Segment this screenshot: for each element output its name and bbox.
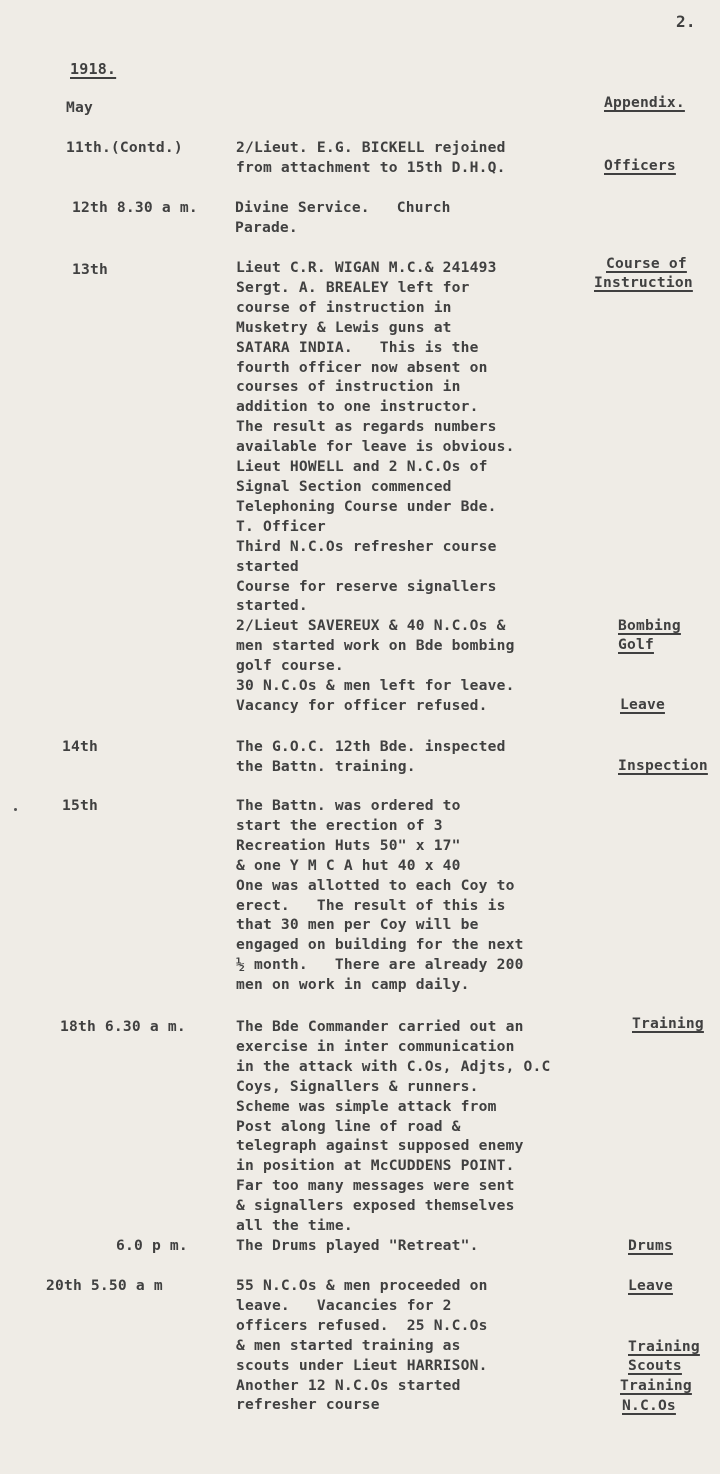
entry-text: The Bde Commander carried out an exercise in inter communication in the attack with C.Os, Adjts, O.C Coys, Signallers & runners. Scheme was simple attack from Post along line of road & telegraph against supposed enemy in position at McCUDDENS POINT. Far too many messages were sent & signallers exposed themselves all the time. bbox=[236, 1018, 551, 1235]
entry-text: 55 N.C.Os & men proceeded on leave. Vacancies for 2 officers refused. 25 N.C.Os & men started training as scouts under Lieut HARRISON. Another 12 N.C.Os started refresher course bbox=[236, 1277, 488, 1414]
appendix-ref: Bombing bbox=[618, 617, 681, 634]
appendix-ref: N.C.Os bbox=[622, 1397, 676, 1414]
entry-date: 12th 8.30 a m. bbox=[72, 199, 198, 216]
appendix-ref: Drums bbox=[628, 1237, 673, 1254]
appendix-ref: Training bbox=[628, 1338, 700, 1355]
appendix-ref: Leave bbox=[620, 696, 665, 713]
entry-text: 2/Lieut. E.G. BICKELL rejoined from attachment to 15th D.H.Q. bbox=[236, 139, 506, 176]
appendix-ref: Officers bbox=[604, 157, 676, 174]
entry-text: The Battn. was ordered to start the erection of 3 Recreation Huts 50" x 17" & one Y M C A hut 40 x 40 One was allotted to each Coy to erect. The result of this is that 30 men per Coy will be engaged on building for the next ½ month. There are already 200 men on work in camp daily. bbox=[236, 797, 524, 994]
entry-date: 18th 6.30 a m. bbox=[60, 1018, 186, 1035]
appendix-ref: Training bbox=[620, 1377, 692, 1394]
entry-text: Lieut C.R. WIGAN M.C.& 241493 Sergt. A. BREALEY left for course of instruction in Musketry & Lewis guns at SATARA INDIA. This is the fourth officer now absent on courses of instruction in addition to one instructor. The result as regards numbers available for leave is obvious. Lieut HOWELL and 2 N.C.Os of Signal Section commenced Telephoning Course under Bde. T. Officer Third N.C.Os refresher course started Course for reserve signallers started. 2/Lieut SAVEREUX & 40 N.C.Os & men started work on Bde bombing golf course. 30 N.C.Os & men left for leave. Vacancy for officer refused. bbox=[236, 259, 515, 714]
month-heading: May bbox=[66, 99, 93, 116]
entry-date: 15th bbox=[62, 797, 98, 814]
entry-date: 20th 5.50 a m bbox=[46, 1277, 163, 1294]
appendix-ref: Course of bbox=[606, 255, 687, 272]
appendix-ref: Golf bbox=[618, 636, 654, 653]
entry-date: 14th bbox=[62, 738, 98, 755]
entry-text: The G.O.C. 12th Bde. inspected the Battn. training. bbox=[236, 738, 506, 775]
appendix-ref: Instruction bbox=[594, 274, 693, 291]
appendix-ref: Leave bbox=[628, 1277, 673, 1294]
entry-text: Divine Service. Church Parade. bbox=[235, 199, 451, 236]
entry-date: 6.0 p m. bbox=[116, 1237, 188, 1254]
appendix-heading: Appendix. bbox=[604, 94, 685, 111]
appendix-ref: Training bbox=[632, 1015, 704, 1032]
entry-text: The Drums played "Retreat". bbox=[236, 1237, 479, 1254]
year-heading: 1918. bbox=[70, 60, 117, 78]
appendix-ref: Inspection bbox=[618, 757, 708, 774]
appendix-ref: Scouts bbox=[628, 1357, 682, 1374]
entry-date: 13th bbox=[72, 261, 108, 278]
ink-speck bbox=[14, 808, 17, 811]
entry-date: 11th.(Contd.) bbox=[66, 139, 183, 156]
page-number: 2. bbox=[676, 12, 696, 31]
